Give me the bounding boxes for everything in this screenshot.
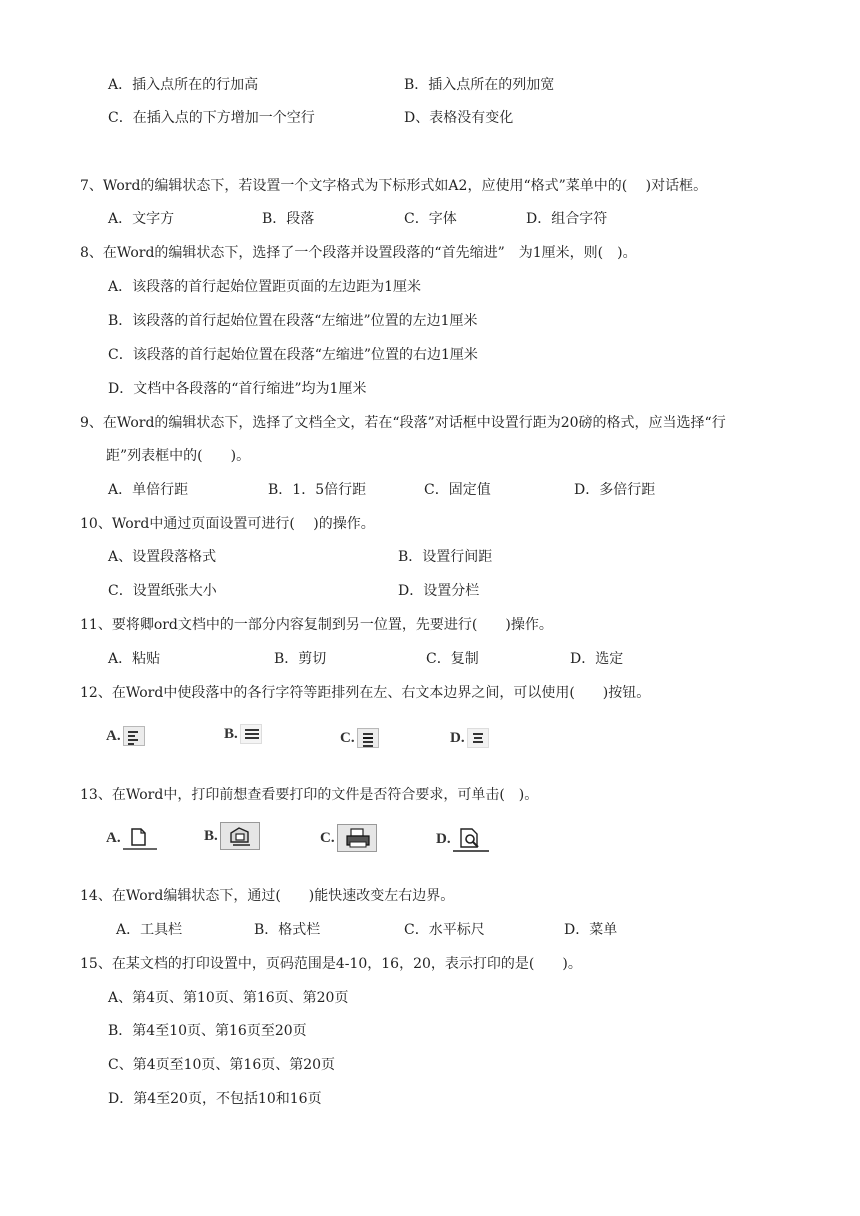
q6-option-b: B．插入点所在的列加宽 <box>404 77 555 93</box>
question-8-stem: 8、在Word的编辑状态下，选择了一个段落并设置段落的“首先缩进” 为1厘米，则( )。 <box>80 245 637 261</box>
q6-option-c: C．在插入点的下方增加一个空行 <box>108 110 315 126</box>
open-icon <box>220 822 260 850</box>
q7-option-d: D．组合字符 <box>526 211 608 227</box>
q14-option-b: B．格式栏 <box>254 922 321 938</box>
q11-option-a: A．粘贴 <box>108 651 161 667</box>
question-14-stem: 14、在Word编辑状态下，通过( )能快速改变左右边界。 <box>80 888 455 904</box>
q7-option-b: B．段落 <box>262 211 315 227</box>
q8-option-a: A．该段落的首行起始位置距页面的左边距为1厘米 <box>108 279 422 295</box>
q7-option-a: A．文字方 <box>108 211 175 227</box>
question-9-stem-line1: 9、在Word的编辑状态下，选择了文档全文，若在“段落”对话框中设置行距为20磅的格式，应当选择“行 <box>80 415 726 431</box>
q12-option-c-label: C. <box>340 729 355 746</box>
q15-option-c: C、第4页至10页、第16页、第20页 <box>108 1057 336 1073</box>
q14-option-c: C．水平标尺 <box>404 922 485 938</box>
q15-option-a: A、第4页、第10页、第16页、第20页 <box>108 990 349 1006</box>
q14-option-d: D．菜单 <box>564 922 618 938</box>
q14-option-a: A．工具栏 <box>116 922 183 938</box>
question-15-stem: 15、在某文档的打印设置中，页码范围是4-10，16，20，表示打印的是( )。 <box>80 956 582 972</box>
new-document-icon <box>123 826 157 850</box>
q9-option-d: D．多倍行距 <box>574 482 656 498</box>
q9-option-a: A．单倍行距 <box>108 482 189 498</box>
q12-option-a <box>106 726 145 746</box>
q13-option-b <box>204 822 260 850</box>
q11-option-b: B．剪切 <box>274 651 327 667</box>
q10-option-d: D．设置分栏 <box>398 583 480 599</box>
justify-icon <box>240 724 262 744</box>
q9-option-c: C．固定值 <box>424 482 491 498</box>
align-left-icon <box>123 726 145 746</box>
q7-option-c: C．字体 <box>404 211 457 227</box>
q12-option-b <box>224 724 262 744</box>
q13-option-b-label: B. <box>204 827 218 844</box>
print-icon <box>337 824 377 852</box>
q13-option-a <box>106 826 157 850</box>
q8-option-b: B．该段落的首行起始位置在段落“左缩进”位置的左边1厘米 <box>108 313 478 329</box>
q11-option-d: D．选定 <box>570 651 624 667</box>
question-12-stem: 12、在Word中使段落中的各行字符等距排列在左、右文本边界之间，可以使用( )按钮。 <box>80 685 651 701</box>
q6-option-d: D、表格没有变化 <box>404 110 514 126</box>
q12-option-c <box>340 728 379 748</box>
q11-option-c: C．复制 <box>426 651 479 667</box>
q6-option-a: A．插入点所在的行加高 <box>108 77 259 93</box>
q10-option-c: C．设置纸张大小 <box>108 583 217 599</box>
q15-option-b: B．第4至10页、第16页至20页 <box>108 1023 307 1039</box>
question-10-stem: 10、Word中通过页面设置可进行( )的操作。 <box>80 516 375 532</box>
q8-option-c: C．该段落的首行起始位置在段落“左缩进”位置的右边1厘米 <box>108 347 478 363</box>
question-11-stem: 11、要将卿ord文档中的一部分内容复制到另一位置，先要进行( )操作。 <box>80 617 553 633</box>
print-preview-icon <box>453 826 489 852</box>
q12-option-d <box>450 728 489 748</box>
q10-option-a: A、设置段落格式 <box>108 549 217 565</box>
q10-option-b: B．设置行间距 <box>398 549 493 565</box>
q8-option-d: D．文档中各段落的“首行缩进”均为1厘米 <box>108 381 367 397</box>
align-center-icon <box>357 728 379 748</box>
q12-option-d-label: D. <box>450 729 465 746</box>
question-7-stem: 7、Word的编辑状态下，若设置一个文字格式为下标形式如A2，应使用“格式”菜单中的( )对话框。 <box>80 178 708 194</box>
q13-option-d-label: D. <box>436 830 451 847</box>
q13-option-a-label: A. <box>106 829 121 846</box>
q13-option-c-label: C. <box>320 829 335 846</box>
q13-option-c <box>320 824 377 852</box>
q9-option-b: B．1．5倍行距 <box>268 482 367 498</box>
question-9-stem-line2: 距”列表框中的( )。 <box>106 448 251 464</box>
q12-option-b-label: B. <box>224 725 238 742</box>
distributed-icon <box>467 728 489 748</box>
q13-option-d <box>436 826 489 852</box>
q12-option-a-label: A. <box>106 727 121 744</box>
question-13-stem: 13、在Word中，打印前想查看要打印的文件是否符合要求，可单击( )。 <box>80 787 539 803</box>
q15-option-d: D．第4至20页，不包括10和16页 <box>108 1091 322 1107</box>
